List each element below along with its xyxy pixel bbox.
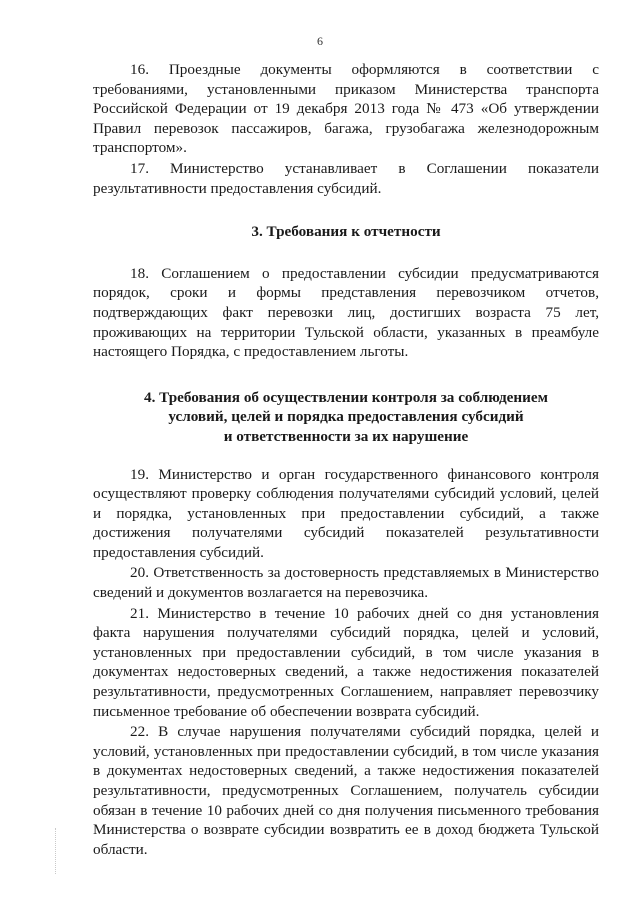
paragraph-17: 17. Министерство устанавливает в Соглашении показатели результативности предоставления субсидий. (93, 159, 599, 197)
document-body (93, 60, 599, 859)
section-4-title-line: и ответственности за их нарушение (223, 427, 469, 445)
section-4-title (93, 388, 599, 447)
paragraph-18: 18. Соглашением о предоставлении субсидии предусматриваются порядок, сроки и формы представления перевозчиком отчетов, подтверждающих факт перевозки лиц, достигших возраста 75 лет, проживающих на территории Тульской области, указанных в преамбуле настоящего Порядка, с предоставлением льготы. (93, 264, 599, 361)
paragraph-19: 19. Министерство и орган государственного финансового контроля осуществляют проверку соблюдения получателями субсидий условий, целей и порядка, установленных при предоставлении субсидий, а также достижения получателями субсидий показателей результативности предоставления субсидий. (93, 465, 599, 561)
paragraph-20: 20. Ответственность за достоверность представляемых в Министерство сведений и документов возлагается на перевозчика. (93, 564, 599, 602)
page-number: 6 (317, 34, 323, 48)
section-4-title-line: 4. Требования об осуществлении контроля за соблюдением (143, 388, 549, 406)
section-4-title-line: условий, целей и порядка предоставления субсидий (168, 408, 524, 426)
paragraph-22: 22. В случае нарушения получателями субсидий порядка, целей и условий, установленных при предоставлении субсидий, в том числе указания в документах недостоверных сведений, а также недостижения показателей результативности, предусмотренных Соглашением, получатель субсидии обязан в течение 10 рабочих дней со дня получения письменного требования Министерства о возврате субсидии возвратить ее в доход бюджета Тульской области. (93, 723, 599, 858)
paragraph-21: 21. Министерство в течение 10 рабочих дней со дня установления факта нарушения получателями субсидий порядка, целей и условий, установленных при предоставлении субсидий, в том числе указания в документах недостоверных сведений, а также недостижения показателей результативности, предусмотренных Соглашением, направляет перевозчику письменное требование об обеспечении возврата субсидий. (93, 604, 599, 720)
paragraph-16: 16. Проездные документы оформляются в соответствии с требованиями, установленными приказом Министерства транспорта Российской Федерации от 19 декабря 2013 года № 473 «Об утверждении Правил перевозок пассажиров, багажа, грузобагажа железнодорожным транспортом». (93, 61, 599, 157)
scan-margin-mark (55, 828, 59, 874)
section-3-title: 3. Требования к отчетности (251, 223, 441, 241)
